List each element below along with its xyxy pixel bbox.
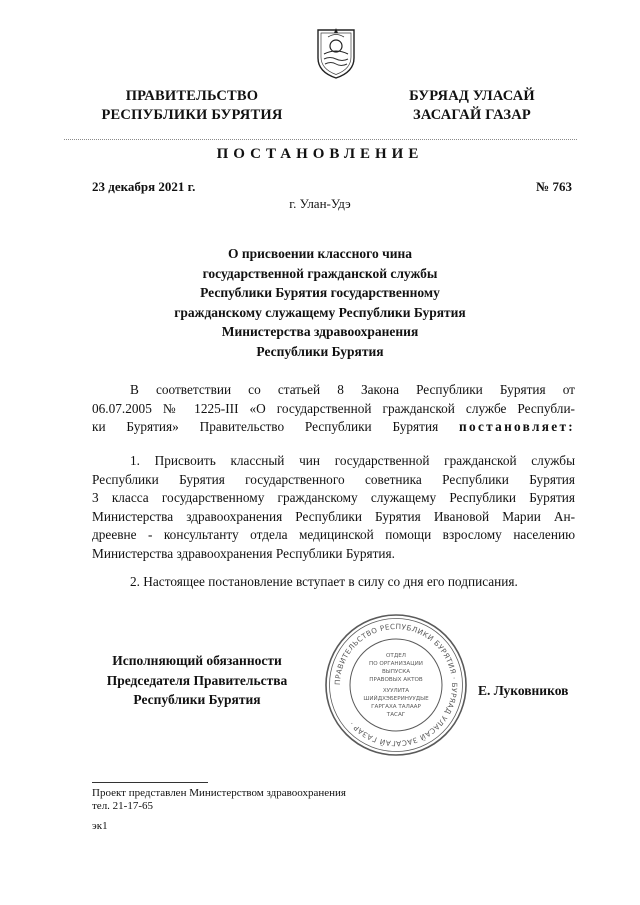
header-divider [64,139,577,140]
title-line-3: Республики Бурятия государственному [200,285,440,300]
point-1-line-1: 1. Присвоить классный чин государственной гражданской службы [130,453,575,468]
title-line-2: государственной гражданской службы [202,265,438,281]
preamble-line-3 [92,418,575,437]
title-line-1: О присвоении классного чина [227,246,413,261]
stamp-inner-line-4: ПРАВОВЫХ АКТОВ [369,677,423,683]
stamp-inner-line-5: ХУУЛИТА [382,688,410,694]
header-right-line-2: ЗАСАГАЙ ГАЗАР [413,107,531,123]
preamble-line-1: В соответствии со статьей 8 Закона Республики Бурятия от [130,382,575,397]
header-left-ru [92,87,292,125]
footnote-copies: эк1 [92,820,108,832]
footnote-prepared-by: Проект представлен Министерством здравоохранения [92,787,346,799]
point-1-line-6: Министерства здравоохранения Республики Бурятия. [92,545,395,561]
signatory-line-2: Председателя Правительства [106,672,288,688]
signatory-position [92,651,302,710]
stamp-inner-line-6: ШИЙДХЭБЕРИНУУДЫЕ [363,696,429,702]
preamble-line-3-text: ки Бурятия» Правительство Республики Бурятия [92,419,439,434]
coat-of-arms-emblem [314,24,358,80]
preamble-line-2: 06.07.2005 № 1225-III «О государственной гражданской службе Республи- [92,400,575,416]
point-1-line-3: 3 класса государственному гражданскому служащему Республики Бурятия [92,490,575,505]
official-round-stamp [323,612,469,758]
title-line-6: Республики Бурятия [256,343,384,359]
stamp-inner-line-1: ОТДЕЛ [386,653,406,659]
resolves-keyword: постановляет: [459,419,575,434]
document-date: 23 декабря 2021 г. [92,179,196,194]
stamp-outer-text: ПРАВИТЕЛЬСТВО РЕСПУБЛИКИ БУРЯТИЯ · БУРЯАД УЛАСАЙ ЗАСАГАЙ ГАЗАР · [332,621,460,749]
svg-text:ПРАВИТЕЛЬСТВО РЕСПУБЛИКИ БУРЯТ [333,622,459,748]
document-title [120,244,520,361]
point-1-line-4: Министерства здравоохранения Республики Бурятия Ивановой Марии Ан- [92,508,575,524]
footnote-phone: тел. 21-17-65 [92,800,154,812]
footnote-divider [92,782,208,783]
stamp-inner-line-7: ГАРГАХА ТАЛААР [371,704,421,710]
header-right-line-1: БУРЯАД УЛАСАЙ [409,88,535,104]
document-type: ПОСТАНОВЛЕНИЕ [216,146,424,162]
header-right-bua [392,87,552,125]
signatory-line-1: Исполняющий обязанности [112,653,282,668]
point-2-paragraph [92,573,575,592]
stamp-inner-line-8: ТАСАГ [386,712,406,718]
point-2-line: 2. Настоящее постановление вступает в силу со дня его подписания. [130,574,518,589]
point-1-line-2: Республики Бурятия государственного советника Республики Бурятия [92,471,575,487]
preamble-paragraph [92,381,575,437]
title-line-5: Министерства здравоохранения [221,324,419,339]
stamp-inner-line-3: ВЫПУСКА [381,669,411,675]
stamp-inner-line-2: ПО ОРГАНИЗАЦИИ [369,661,423,667]
header-left-line-1: ПРАВИТЕЛЬСТВО [125,88,259,104]
signatory-name: Е. Луковников [478,683,569,698]
document-city: г. Улан-Удэ [289,196,351,211]
point-1-paragraph [92,452,575,563]
header-left-line-2: РЕСПУБЛИКИ БУРЯТИЯ [101,107,283,123]
point-1-line-5: дреевне - консультанту отдела медицинской помощи взрослому населению [92,527,575,542]
signatory-line-3: Республики Бурятия [133,692,261,707]
title-line-4: гражданскому служащему Республики Бурятия [174,304,466,320]
document-number: № 763 [536,179,572,194]
